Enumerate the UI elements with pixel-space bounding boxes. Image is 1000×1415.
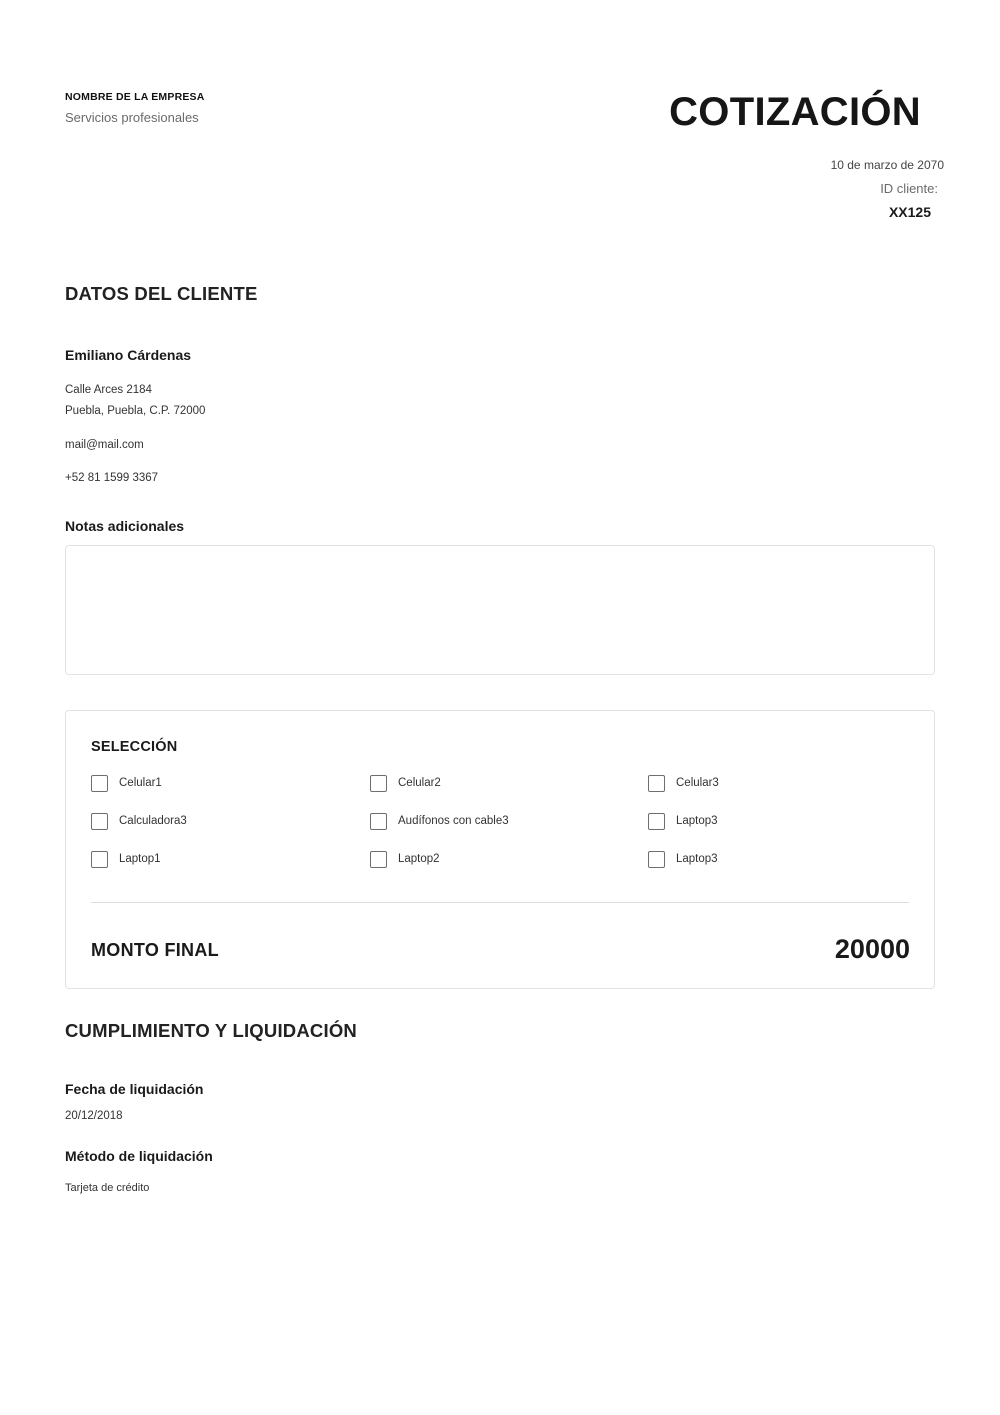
settlement-date-label: Fecha de liquidación (65, 1081, 204, 1097)
checkbox-item-calculadora3[interactable] (91, 811, 187, 831)
checkbox[interactable] (91, 813, 108, 830)
checkbox-label: Celular1 (119, 777, 162, 789)
checkbox-label: Laptop1 (119, 853, 161, 865)
checkbox[interactable] (91, 775, 108, 792)
notes-label: Notas adicionales (65, 518, 185, 534)
checkbox[interactable] (648, 775, 665, 792)
company-subtitle: Servicios profesionales (65, 110, 199, 125)
notes-textarea[interactable] (65, 545, 935, 675)
checkbox-item-celular3[interactable] (648, 773, 719, 793)
client-id-label: ID cliente: (880, 181, 938, 196)
client-phone: +52 81 1599 3367 (65, 472, 159, 484)
client-address-line1: Calle Arces 2184 (65, 384, 152, 396)
document-title: COTIZACIÓN (669, 90, 921, 134)
checkbox-item-laptop3-b[interactable] (648, 849, 718, 869)
checkbox-item-celular2[interactable] (370, 773, 441, 793)
checkbox-label: Celular3 (676, 777, 719, 789)
selection-divider (91, 902, 909, 903)
checkbox-label: Laptop2 (398, 853, 440, 865)
document-date: 10 de marzo de 2070 (830, 158, 944, 172)
settlement-section-title: CUMPLIMIENTO Y LIQUIDACIÓN (65, 1020, 357, 1041)
checkbox[interactable] (91, 851, 108, 868)
settlement-method-value: Tarjeta de crédito (65, 1182, 150, 1194)
client-section-title: DATOS DEL CLIENTE (65, 283, 258, 304)
settlement-method-label: Método de liquidación (65, 1148, 213, 1164)
checkbox[interactable] (648, 813, 665, 830)
checkbox[interactable] (370, 813, 387, 830)
checkbox-label: Calculadora3 (119, 815, 187, 827)
client-address-line2: Puebla, Puebla, C.P. 72000 (65, 405, 206, 417)
checkbox-item-audifonos-con-cable3[interactable] (370, 811, 509, 831)
checkbox-item-laptop1[interactable] (91, 849, 161, 869)
checkbox-item-laptop3-a[interactable] (648, 811, 718, 831)
client-id-value: XX125 (888, 204, 931, 220)
total-label: MONTO FINAL (91, 940, 219, 960)
checkbox[interactable] (648, 851, 665, 868)
selection-title: SELECCIÓN (91, 739, 178, 755)
checkbox-label: Audífonos con cable3 (398, 815, 509, 827)
company-name: NOMBRE DE LA EMPRESA (65, 91, 205, 103)
checkbox-label: Laptop3 (676, 815, 718, 827)
client-name: Emiliano Cárdenas (65, 347, 192, 363)
checkbox-item-celular1[interactable] (91, 773, 162, 793)
checkbox-item-laptop2[interactable] (370, 849, 440, 869)
checkbox[interactable] (370, 851, 387, 868)
client-email: mail@mail.com (65, 439, 144, 451)
total-value: 20000 (834, 934, 910, 964)
settlement-date-value: 20/12/2018 (65, 1110, 123, 1122)
checkbox-label: Laptop3 (676, 853, 718, 865)
checkbox-label: Celular2 (398, 777, 441, 789)
checkbox[interactable] (370, 775, 387, 792)
